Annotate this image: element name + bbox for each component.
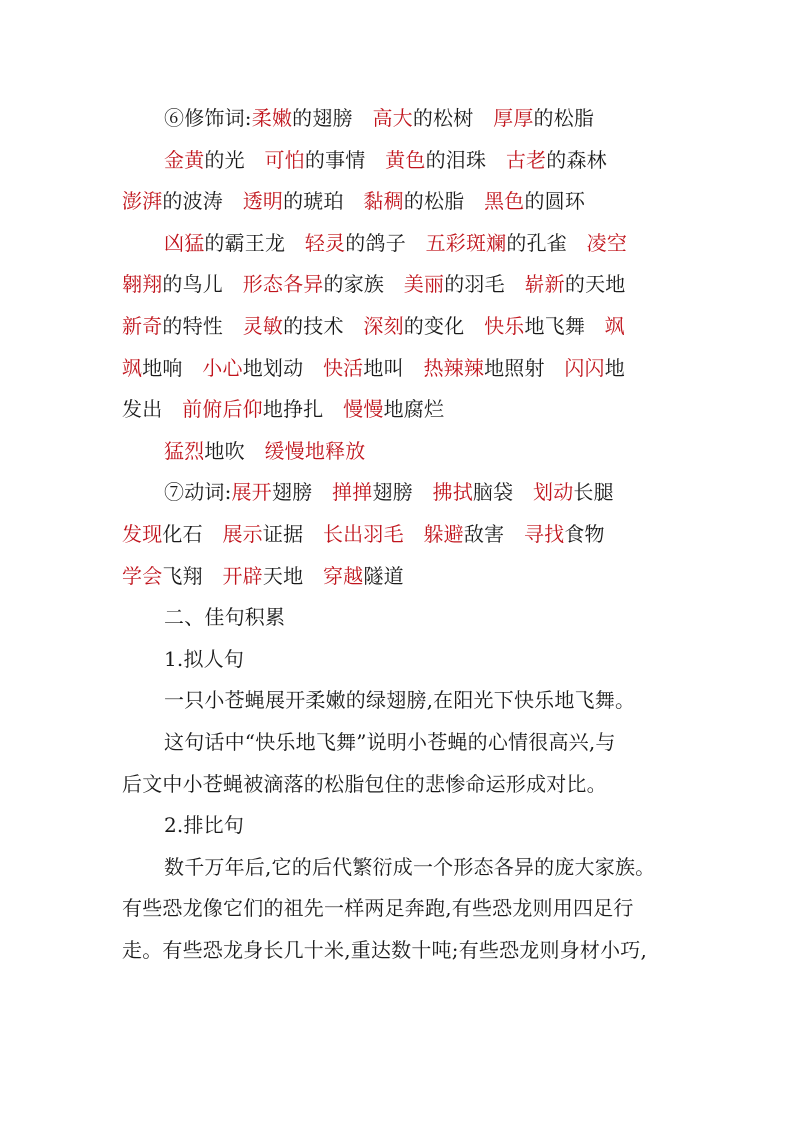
highlighted-word: 小心 <box>202 355 243 380</box>
highlighted-word: 缓慢地释放 <box>264 438 366 463</box>
highlighted-word: 新奇 <box>122 314 163 338</box>
highlighted-word: 快乐 <box>484 314 525 338</box>
plain-text: 2.排比句 <box>164 813 245 838</box>
highlighted-word: 柔嫩 <box>251 106 293 130</box>
plain-text: 地响 <box>142 355 203 380</box>
highlighted-word: 快活 <box>322 355 364 380</box>
text-line <box>122 180 682 222</box>
plain-text: 地飞舞 <box>524 314 605 338</box>
text-line <box>164 97 724 139</box>
highlighted-word: 飒 <box>122 355 143 380</box>
text-line <box>164 679 724 721</box>
highlighted-word: 寻找 <box>523 522 565 546</box>
plain-text: 化石 <box>162 522 223 546</box>
highlighted-word: 凶猛 <box>164 230 205 255</box>
highlighted-word: 灵敏 <box>242 314 284 338</box>
highlighted-word: 轻灵 <box>304 230 346 255</box>
highlighted-word: 慢慢 <box>343 397 384 422</box>
highlighted-word: 深刻 <box>363 314 404 338</box>
highlighted-word: 古老 <box>505 147 547 172</box>
plain-text: 天地 <box>262 563 323 588</box>
text-line <box>164 596 724 638</box>
highlighted-word: 黑色 <box>484 189 525 214</box>
plain-text: 的技术 <box>283 314 364 338</box>
plain-text: 的鸽子 <box>345 230 426 255</box>
plain-text: 的圆环 <box>524 189 586 214</box>
highlighted-word: 透明 <box>242 189 284 214</box>
plain-text: 的松脂 <box>533 106 595 130</box>
plain-text: 后文中小苍蝇被滴落的松脂包住的悲惨命运形成对比。 <box>122 771 607 796</box>
plain-text: 地挣扎 <box>262 397 344 422</box>
text-line <box>164 846 724 888</box>
plain-text: 数千万年后,它的后代繁衍成一个形态各异的庞大家族。 <box>164 854 656 879</box>
plain-text: 敌害 <box>463 522 524 546</box>
plain-text: 翅膀 <box>372 480 433 505</box>
plain-text: 的松树 <box>412 106 494 130</box>
highlighted-word: 澎湃 <box>122 189 163 214</box>
plain-text: 的泪珠 <box>425 147 506 172</box>
text-line <box>164 430 724 472</box>
plain-text: 一只小苍蝇展开柔嫩的绿翅膀,在阳光下快乐地飞舞。 <box>164 688 636 713</box>
plain-text: 的变化 <box>403 314 485 338</box>
highlighted-word: 高大 <box>372 106 413 130</box>
plain-text: 脑袋 <box>472 480 533 505</box>
highlighted-word: 美丽 <box>403 272 445 297</box>
text-line <box>164 471 724 513</box>
plain-text: 1.拟人句 <box>164 646 245 671</box>
plain-text: 食物 <box>564 522 605 546</box>
plain-text: 的羽毛 <box>444 272 525 297</box>
highlighted-word: 拂拭 <box>432 480 473 505</box>
highlighted-word: 翱翔 <box>122 272 163 297</box>
highlighted-word: 学会 <box>122 563 163 588</box>
text-line <box>122 388 682 430</box>
highlighted-word: 凌空 <box>586 230 628 255</box>
plain-text: 地吹 <box>204 438 265 463</box>
plain-text: 的翅膀 <box>292 106 373 130</box>
highlighted-word: 展开 <box>231 480 272 505</box>
text-line <box>164 222 724 264</box>
plain-text: 的光 <box>204 147 265 172</box>
plain-text: 这句话中“快乐地飞舞”说明小苍蝇的心情很高兴,与 <box>164 730 616 754</box>
plain-text: 走。有些恐龙身长几十米,重达数十吨;有些恐龙则身材小巧, <box>122 938 648 962</box>
text-line <box>122 347 682 389</box>
plain-text: 地 <box>604 355 625 380</box>
plain-text: 飞翔 <box>162 563 223 588</box>
plain-text: ⑥修饰词: <box>164 106 252 130</box>
plain-text: 地叫 <box>363 355 424 380</box>
plain-text: ⑦动词: <box>164 480 232 505</box>
plain-text: 的森林 <box>546 147 607 172</box>
plain-text: 翅膀 <box>271 480 333 505</box>
plain-text: 的琥珀 <box>283 189 364 214</box>
plain-text <box>404 522 424 546</box>
highlighted-word: 前俯后仰 <box>182 397 263 422</box>
highlighted-word: 开辟 <box>222 563 263 588</box>
plain-text: 的天地 <box>564 272 626 297</box>
highlighted-word: 掸掸 <box>332 480 373 505</box>
highlighted-word: 发现 <box>122 522 163 546</box>
plain-text: 地腐烂 <box>383 397 445 422</box>
plain-text: 有些恐龙像它们的祖先一样两足奔跑,有些恐龙则用四足行 <box>122 896 634 921</box>
plain-text: 的霸王龙 <box>204 230 305 255</box>
plain-text: 地照射 <box>484 355 565 380</box>
text-line <box>122 555 682 597</box>
text-line <box>122 887 682 929</box>
text-line <box>122 929 682 971</box>
highlighted-word: 可怕 <box>264 147 305 172</box>
highlighted-word: 热辣辣 <box>423 355 485 380</box>
highlighted-word: 黄色 <box>385 147 426 172</box>
plain-text: 隧道 <box>363 563 404 588</box>
text-line <box>164 721 724 763</box>
highlighted-word: 闪闪 <box>564 355 605 380</box>
highlighted-word: 厚厚 <box>493 106 534 130</box>
highlighted-word: 穿越 <box>322 563 364 588</box>
text-line <box>122 263 682 305</box>
plain-text: 的波涛 <box>162 189 243 214</box>
text-line <box>164 804 724 846</box>
plain-text: 长腿 <box>573 480 614 505</box>
highlighted-word: 黏稠 <box>363 189 404 214</box>
plain-text: 二、佳句积累 <box>164 605 286 630</box>
plain-text: 的事情 <box>304 147 386 172</box>
highlighted-word: 飒 <box>604 314 625 338</box>
text-line <box>164 638 724 680</box>
highlighted-word: 形态各异 <box>242 272 324 297</box>
highlighted-word: 躲避 <box>423 522 464 546</box>
highlighted-word: 猛烈 <box>164 438 205 463</box>
text-line <box>122 305 682 347</box>
highlighted-word: 金黄 <box>164 147 205 172</box>
highlighted-word: 划动 <box>533 480 574 505</box>
plain-text: 的鸟儿 <box>162 272 243 297</box>
plain-text: 证据 <box>262 522 323 546</box>
plain-text: 的特性 <box>162 314 243 338</box>
plain-text: 的孔雀 <box>506 230 587 255</box>
text-line <box>122 513 682 555</box>
plain-text: 的松脂 <box>403 189 485 214</box>
plain-text: 地划动 <box>242 355 323 380</box>
plain-text: 的家族 <box>323 272 404 297</box>
highlighted-word: 长出羽毛 <box>322 522 404 546</box>
text-line <box>164 139 724 181</box>
plain-text: 发出 <box>122 397 183 422</box>
highlighted-word: 崭新 <box>524 272 565 297</box>
text-line <box>122 763 682 805</box>
highlighted-word: 五彩斑斓 <box>425 230 507 255</box>
highlighted-word: 展示 <box>222 522 263 546</box>
